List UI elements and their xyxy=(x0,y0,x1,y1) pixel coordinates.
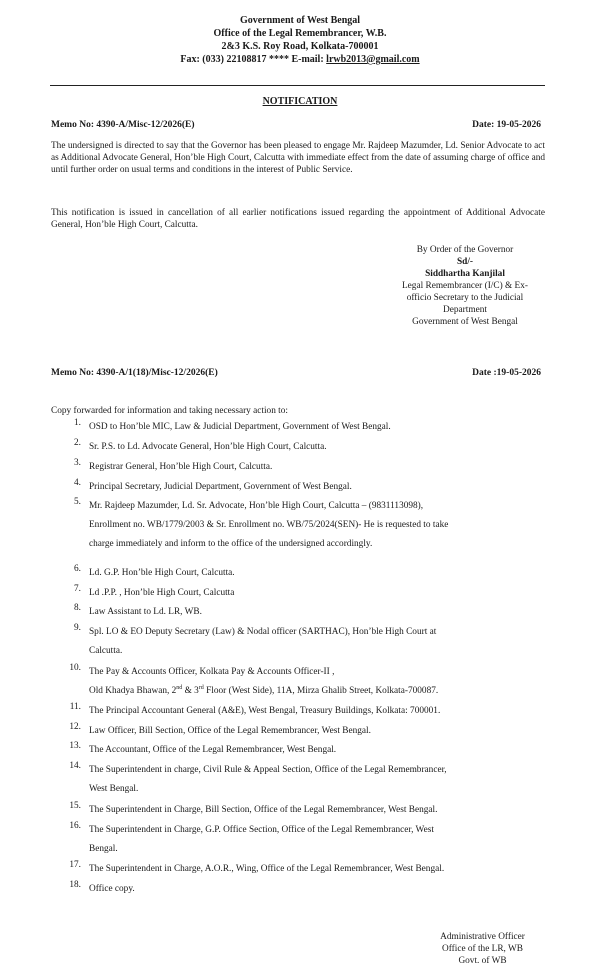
office-name: Office of the Legal Remembrancer, W.B. xyxy=(213,28,387,39)
list-item-number: 10. xyxy=(69,663,81,673)
signature-block xyxy=(380,244,550,328)
designation-line-3: Department xyxy=(443,305,487,315)
list-item-line: The Superintendent in charge, Civil Rule & Appeal Section, Office of the Legal Remembrancer, xyxy=(89,765,447,775)
list-item-line: Bengal. xyxy=(89,844,118,854)
list-item-number: 17. xyxy=(69,860,81,870)
list-item-line: Principal Secretary, Judicial Department, Government of West Bengal. xyxy=(89,482,352,492)
memo-number-2: Memo No: 4390-A/1(18)/Misc-12/2026(E) xyxy=(51,368,218,378)
signatory-name: Siddhartha Kanjilal xyxy=(425,269,505,279)
designation-line-2: officio Secretary to the Judicial xyxy=(406,293,524,303)
list-item-line: The Superintendent in Charge, Bill Section, Office of the Legal Remembrancer, West Bengal. xyxy=(89,805,438,815)
list-item-line: Mr. Rajdeep Mazumder, Ld. Sr. Advocate, Hon’ble High Court, Calcutta – (9831113098), xyxy=(89,501,424,511)
list-item-line: Calcutta. xyxy=(89,646,123,656)
list-item-number: 13. xyxy=(69,741,81,751)
list-item-line: Ld .P.P. , Hon’ble High Court, Calcutta xyxy=(89,588,235,598)
list-item-line: The Pay & Accounts Officer, Kolkata Pay & Accounts Officer-II , xyxy=(89,667,335,677)
memo-line-2 xyxy=(51,368,541,378)
signatory-org: Government of West Bengal xyxy=(412,317,518,327)
list-item-number: 7. xyxy=(74,584,81,594)
email-link[interactable]: lrwb2013@gmail.com xyxy=(326,54,420,65)
list-item-line: Enrollment no. WB/1779/2003 & Sr. Enrollment no. WB/75/2024(SEN)- He is requested to take xyxy=(89,520,449,530)
footer-office: Office of the LR, WB xyxy=(442,944,523,954)
footer-designation: Administrative Officer xyxy=(440,932,525,942)
list-item-number: 15. xyxy=(69,801,81,811)
list-item-number: 16. xyxy=(69,821,81,831)
list-item-number: 8. xyxy=(74,603,81,613)
letterhead xyxy=(0,14,600,66)
list-item-number: 9. xyxy=(74,623,81,633)
header-divider xyxy=(50,85,545,86)
list-item-number: 14. xyxy=(69,761,81,771)
list-item-number: 11. xyxy=(69,702,81,712)
list-item-number: 4. xyxy=(74,478,81,488)
list-item-line: Spl. LO & EO Deputy Secretary (Law) & Nodal officer (SARTHAC), Hon’ble High Court at xyxy=(89,627,437,637)
body-paragraph-2: This notification is issued in cancellation of all earlier notifications issued regarding the appointment of Additional Advocate General, Hon’ble High Court, Calcutta. xyxy=(51,208,545,230)
list-item-line: West Bengal. xyxy=(89,784,139,794)
list-item-line: OSD to Hon’ble MIC, Law & Judicial Department, Government of West Bengal. xyxy=(89,422,391,432)
fax-text: Fax: (033) 22108817 **** E-mail: xyxy=(180,54,327,65)
list-item-line: Old Khadya Bhawan, 2nd & 3rd Floor (West Side), 11A, Mirza Ghalib Street, Kolkata-700087. xyxy=(89,684,439,696)
list-item-number: 5. xyxy=(74,497,81,507)
list-item-line: The Superintendent in Charge, A.O.R., Wing, Office of the Legal Remembrancer, West Bengal. xyxy=(89,864,445,874)
list-item-line: charge immediately and inform to the office of the undersigned accordingly. xyxy=(89,539,373,549)
list-item-number: 3. xyxy=(74,458,81,468)
memo-date-1: Date: 19-05-2026 xyxy=(472,120,541,130)
list-item-line: Office copy. xyxy=(89,884,135,894)
footer-signatory xyxy=(415,931,550,967)
list-item-number: 2. xyxy=(74,438,81,448)
office-address: 2&3 K.S. Roy Road, Kolkata-700001 xyxy=(221,41,379,52)
list-item-line: The Accountant, Office of the Legal Remembrancer, West Bengal. xyxy=(89,745,337,755)
list-item-number: 6. xyxy=(74,564,81,574)
memo-number-1: Memo No: 4390-A/Misc-12/2026(E) xyxy=(51,120,195,130)
list-item-line: Registrar General, Hon’ble High Court, Calcutta. xyxy=(89,462,273,472)
list-item-line: Ld. G.P. Hon’ble High Court, Calcutta. xyxy=(89,568,235,578)
govt-name: Government of West Bengal xyxy=(239,15,361,26)
list-item-number: 12. xyxy=(69,722,81,732)
list-item-number: 18. xyxy=(69,880,81,890)
designation-line-1: Legal Remembrancer (I/C) & Ex- xyxy=(402,281,528,291)
list-item-line: Law Assistant to Ld. LR, WB. xyxy=(89,607,202,617)
recipient-list xyxy=(51,418,545,904)
notification-title: NOTIFICATION xyxy=(262,96,338,107)
memo-line-1 xyxy=(51,120,541,130)
list-item-line: Sr. P.S. to Ld. Advocate General, Hon’ble High Court, Calcutta. xyxy=(89,442,327,452)
list-item-line: The Principal Accountant General (A&E), West Bengal, Treasury Buildings, Kolkata: 700001. xyxy=(89,706,441,716)
footer-govt: Govt. of WB xyxy=(458,956,507,966)
list-item-line: Law Officer, Bill Section, Office of the Legal Remembrancer, West Bengal. xyxy=(89,726,371,736)
list-item-line: The Superintendent in Charge, G.P. Office Section, Office of the Legal Remembrancer, West xyxy=(89,825,434,835)
copy-intro: Copy forwarded for information and taking necessary action to: xyxy=(51,406,288,416)
by-order-line: By Order of the Governor xyxy=(416,245,514,255)
body-paragraph-1: The undersigned is directed to say that the Governor has been pleased to engage Mr. Rajdeep Mazumder, Ld. Senior Advocate to act as Additional Advocate General, Hon’ble High Court, Calcutta with immediate effect from the date of assuming charge of office and until further order on usual terms and conditions in the interest of Public Service. xyxy=(51,141,545,175)
list-item-number: 1. xyxy=(74,418,81,428)
contact-line xyxy=(0,53,600,66)
signed-mark: Sd/- xyxy=(456,257,474,267)
memo-date-2: Date :19-05-2026 xyxy=(472,368,541,378)
